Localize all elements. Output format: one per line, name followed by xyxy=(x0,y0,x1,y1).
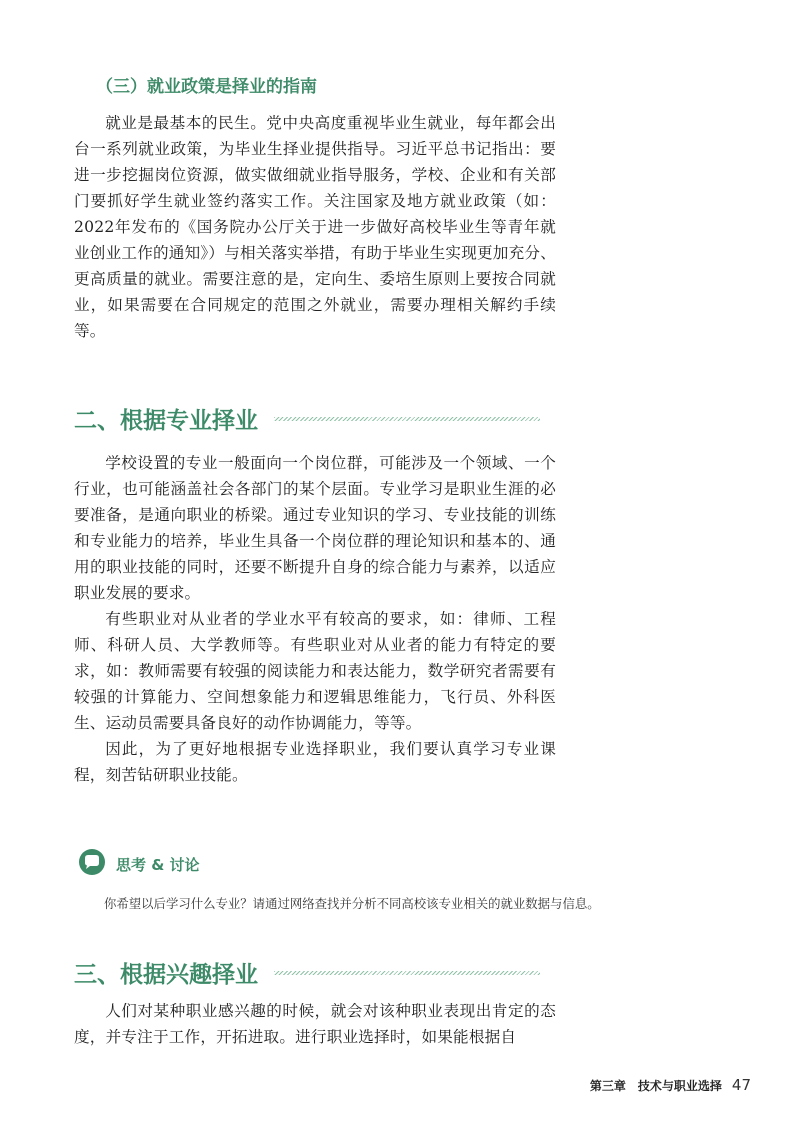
interest-paragraph-block xyxy=(74,998,556,1050)
page-footer xyxy=(590,1076,751,1094)
paragraph: 因此，为了更好地根据专业选择职业，我们要认真学习专业课程，刻苦钻研职业技能。 xyxy=(74,740,556,784)
section-title-major xyxy=(74,402,540,435)
decorative-line xyxy=(274,417,540,421)
paragraph: 人们对某种职业感兴趣的时候，就会对该种职业表现出肯定的态度，并专注于工作，开拓进取。进行职业选择时，如果能根据自 xyxy=(74,1002,556,1046)
section-title-text: 三、根据兴趣择业 xyxy=(74,962,258,988)
major-paragraph-block xyxy=(74,450,556,788)
chapter-label: 第三章 技术与职业选择 xyxy=(589,1079,722,1093)
think-discuss-header xyxy=(78,848,200,880)
paragraph: 学校设置的专业一般面向一个岗位群，可能涉及一个领域、一个行业，也可能涵盖社会各部门的某个层面。专业学习是职业生涯的必要准备，是通向职业的桥梁。通过专业知识的学习、专业技能的训练和专业能力的培养，毕业生具备一个岗位群的理论知识和基本的、通用的职业技能的同时，还要不断提升自身的综合能力与素养，以适应职业发展的要求。 xyxy=(74,454,556,602)
paragraph: 就业是最基本的民生。党中央高度重视毕业生就业，每年都会出台一系列就业政策，为毕业生择业提供指导。习近平总书记指出：要进一步挖掘岗位资源，做实做细就业指导服务，学校、企业和有关部门要抓好学生就业签约落实工作。关注国家及地方就业政策（如：2022年发布的《国务院办公厅关于进一步做好高校毕业生等青年就业创业工作的通知》）与相关落实举措，有助于毕业生实现更加充分、更高质量的就业。需要注意的是，定向生、委培生原则上要按合同就业，如果需要在合同规定的范围之外就业，需要办理相关解约手续等。 xyxy=(74,114,556,340)
decorative-line xyxy=(274,971,540,975)
speech-bubble-icon xyxy=(78,848,106,880)
think-discuss-question: 你希望以后学习什么专业？请通过网络查找并分析不同高校该专业相关的就业数据与信息。 xyxy=(104,896,600,911)
subsection-heading: （三）就业政策是择业的指南 xyxy=(96,77,317,97)
think-discuss-label: 思考 & 讨论 xyxy=(116,855,200,874)
policy-paragraph-block xyxy=(74,110,556,344)
page-number: 47 xyxy=(731,1076,751,1094)
section-title-interest xyxy=(74,956,540,989)
section-title-text: 二、根据专业择业 xyxy=(74,408,258,434)
paragraph: 有些职业对从业者的学业水平有较高的要求，如：律师、工程师、科研人员、大学教师等。有些职业对从业者的能力有特定的要求，如：教师需要有较强的阅读能力和表达能力，数学研究者需要有较强的计算能力、空间想象能力和逻辑思维能力，飞行员、外科医生、运动员需要具备良好的动作协调能力，等等。 xyxy=(74,610,556,732)
